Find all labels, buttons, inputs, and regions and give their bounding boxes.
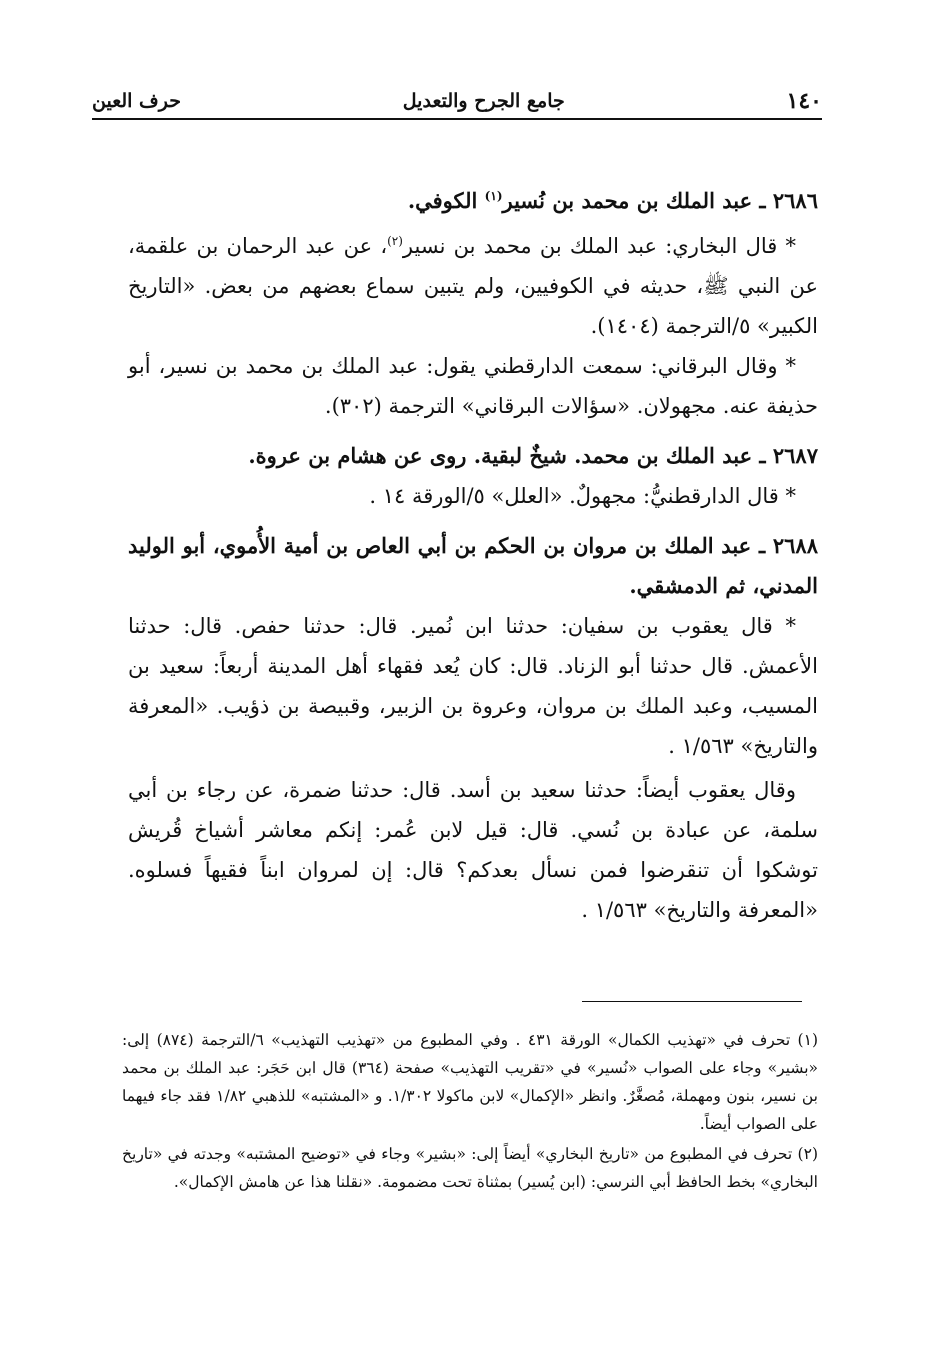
footnotes — [122, 1026, 818, 1198]
header-rule — [92, 118, 822, 120]
entry-title: ٢٦٨٨ ـ عبد الملك بن مروان بن الحكم بن أبي العاص بن أمية الأُموي، أبو الوليد المدني، ثم الدمشقي. — [128, 533, 818, 598]
entry-paragraph: * قال البخاري: عبد الملك بن محمد بن نسير$^{(٢)}$، عن عبد الرحمان بن علقمة، عن النبي ﷺ، حديثه في الكوفيين، ولم يتبين سماع بعضهم من بعض. «التاريخ الكبير» ٥/الترجمة (١٤٠٤). — [128, 234, 818, 338]
entry-paragraph: * وقال البرقاني: سمعت الدارقطني يقول: عبد الملك بن محمد بن نسير، أبو حذيفة عنه. مجهولان. «سؤالات البرقاني» الترجمة (٣٠٢). — [128, 354, 818, 418]
entry-title: ٢٦٨٧ ـ عبد الملك بن محمد. شيخٌ لبقية. روى عن هشام بن عروة. — [248, 443, 818, 468]
entry-paragraph: وقال يعقوب أيضاً: حدثنا سعيد بن أسد. قال: حدثنا ضمرة، عن رجاء بن أبي سلمة، عن عبادة بن نُسي. قال: قيل لابن عُمر: إنكم معاشر أشياخ قُريش توشكوا أن تنقرضوا فمن نسأل بعدكم؟ قال: إن لمروان ابناً فقيهاً فسلوه. «المعرفة والتاريخ» ١/٥٦٣ . — [128, 778, 818, 922]
footnote-ref: (٢) — [387, 234, 403, 248]
main-text — [128, 174, 818, 930]
entry-paragraph: * قال يعقوب بن سفيان: حدثنا ابن نُمير. قال: حدثنا حفص. قال: حدثنا الأعمش. قال حدثنا أبو الزناد. قال: كان يُعد فقهاء أهل المدينة أربعاً: سعيد بن المسيب، وعبد الملك بن مروان، وعروة بن الزبير، وقبيصة بن ذؤيب. «المعرفة والتاريخ» ١/٥٦٣ . — [128, 614, 818, 758]
footnote: (٢) تحرف في المطبوع من «تاريخ البخاري» أيضاً إلى: «بشير» وجاء في «توضيح المشتبه» وجدته في «تاريخ البخاري» بخط الحافظ أبي النرسي: (ابن يُسير) بمثناة تحت مضمومة. «نقلنا هذا عن هامش الإكمال». — [122, 1145, 818, 1191]
footnote-ref: (١) — [484, 189, 503, 203]
running-header — [92, 86, 822, 116]
page-number: ١٤٠ — [786, 88, 822, 114]
footnote: (١) تحرف في «تهذيب الكمال» الورقة ٤٣١ . وفي المطبوع من «تهذيب التهذيب» ٦/الترجمة (٨٧٤) إلى: «بشير» وجاء على الصواب «نُسير» في «تقريب التهذيب» صفحة (٣٦٤) قال ابن حَجَر: عبد الملك بن محمد بن نسير، بنون ومهملة، مُصغَّرٌ. وانظر «الإكمال» لابن ماكولا ١/٣٠٢. و «المشتبه» للذهبي ١/٨٢ فقد جاء فيهما على الصواب أيضاً. — [122, 1031, 818, 1133]
book-title: جامع الجرح والتعديل — [402, 90, 565, 112]
entry-paragraph: * قال الدارقطنيُّ: مجهولٌ. «العلل» ٥/الورقة ١٤ . — [369, 484, 796, 508]
entry-title: ٢٦٨٦ ـ عبد الملك بن محمد بن نُسير$^{(١)}$ الكوفي. — [407, 188, 818, 213]
footnote-separator — [582, 1001, 802, 1002]
chapter-name: حرف العين — [92, 90, 181, 112]
